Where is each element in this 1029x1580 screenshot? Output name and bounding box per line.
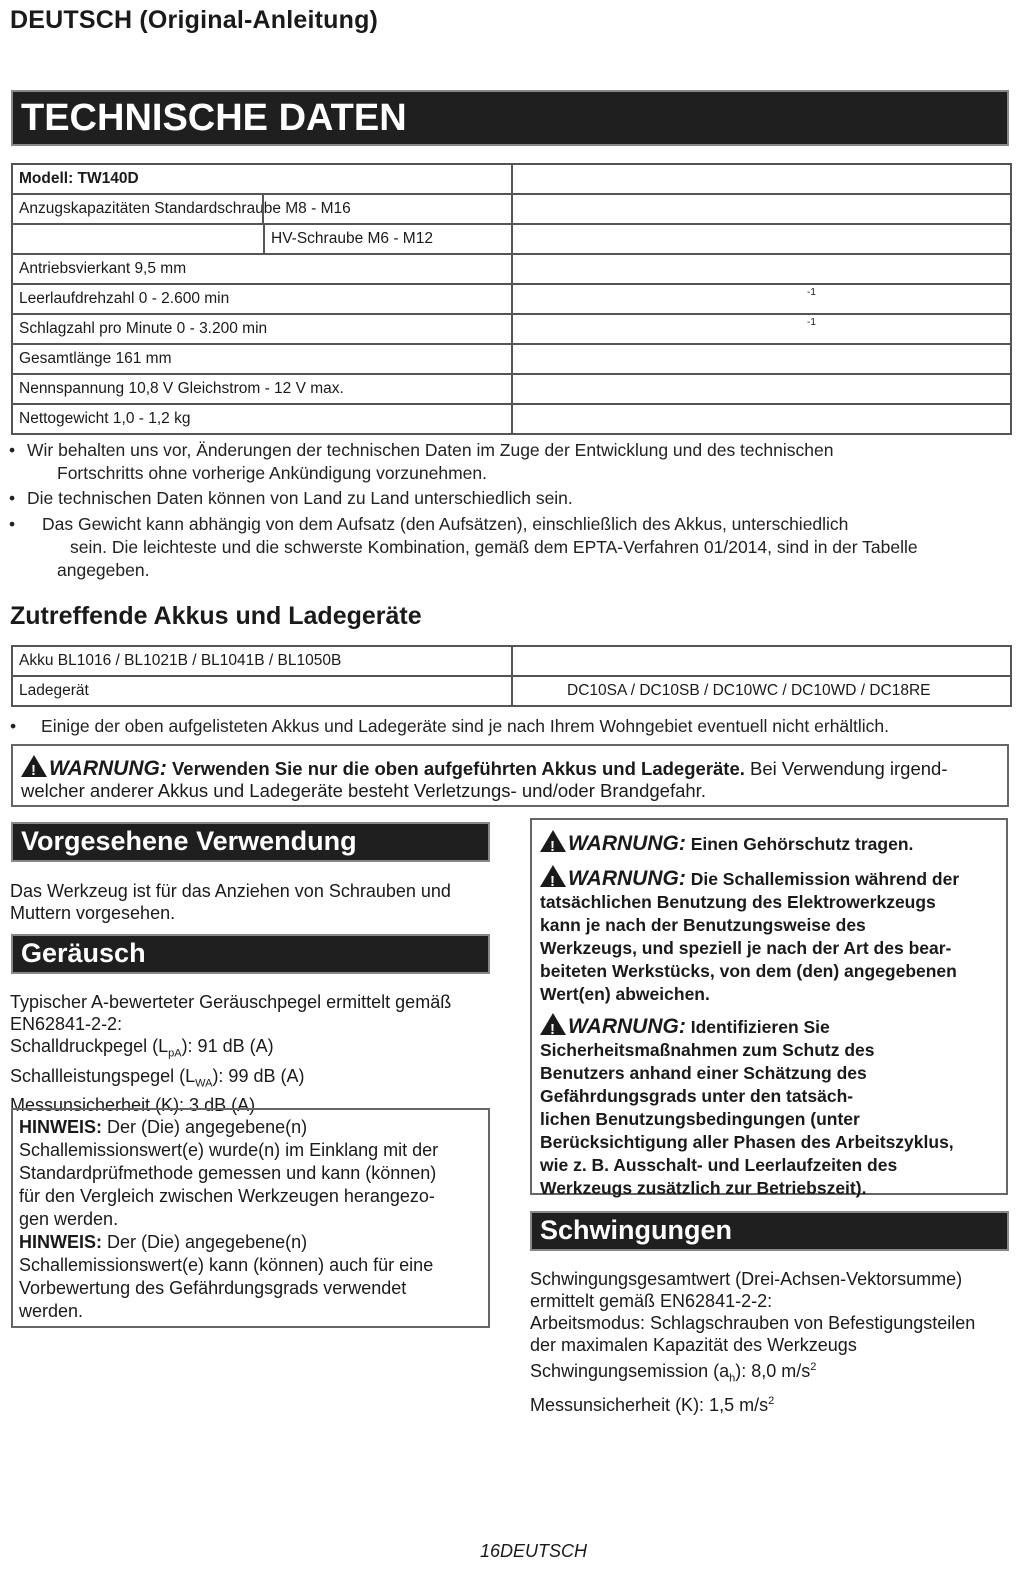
impacts-label: Schlagzahl pro Minute 0 - 3.200 min xyxy=(12,314,512,344)
batteries-note-text: Einige der oben aufgelisteten Akkus und Ladegeräte sind je nach Ihrem Wohngebiet eventuell nicht erhältlich. xyxy=(41,716,890,736)
weight-label: Nettogewicht 1,0 - 1,2 kg xyxy=(12,404,512,434)
warning-3-line-8: Werkzeugs zusätzlich zur Betriebszeit). xyxy=(540,1178,867,1198)
vibration-emission-sup: 2 xyxy=(810,1361,817,1373)
charger-label: Ladegerät xyxy=(12,676,512,706)
batteries-note xyxy=(10,715,1020,738)
charger-value: DC10SA / DC10SB / DC10WC / DC10WD / DC18RE xyxy=(512,676,1011,706)
note-1-line-1: Wir behalten uns vor, Änderungen der technischen Daten im Zuge der Entwicklung und des technischen xyxy=(27,440,834,460)
noise-intro-line-2: EN62841-2-2: xyxy=(10,1014,123,1034)
bullet-glyph: • xyxy=(9,514,16,534)
warning-3-line-2: Sicherheitsmaßnahmen zum Schutz des xyxy=(540,1040,875,1060)
battery-label: Akku BL1016 / BL1021B / BL1041B / BL1050B xyxy=(12,646,512,676)
torque-capacity-cell xyxy=(12,194,512,224)
impacts-exp-cell xyxy=(512,314,1011,344)
table-row xyxy=(12,164,1011,194)
vibration-line-3: Arbeitsmodus: Schlagschrauben von Befestigungsteilen xyxy=(530,1313,976,1333)
hint-2-line-4: werden. xyxy=(19,1301,84,1321)
noise-uncertainty: Messunsicherheit (K): 3 dB (A) xyxy=(10,1095,256,1116)
bullet-glyph: • xyxy=(9,440,16,460)
warning-bold-text: Verwenden Sie nur die oben aufgeführten Akkus und Ladegeräte. xyxy=(171,758,745,779)
table-row xyxy=(12,314,1011,344)
cell-divider xyxy=(262,193,264,225)
hint-label: HINWEIS: xyxy=(19,1117,102,1137)
noise-heading: Geräusch xyxy=(11,934,490,974)
hv-bolt-cell xyxy=(12,224,512,254)
table-row xyxy=(12,404,1011,434)
table-row xyxy=(12,254,1011,284)
tech-data-table xyxy=(11,163,1012,435)
bullet-glyph: • xyxy=(10,716,17,736)
note-3-line-2: sein. Die leichteste und die schwerste Kombination, gemäß dem EPTA-Verfahren 01/2014, sind in der Tabelle xyxy=(70,537,918,557)
hint-2-line-3: Vorbewertung des Gefährdungsgrads verwendet xyxy=(19,1278,407,1298)
table-row xyxy=(12,194,1011,224)
intended-use-line-1: Das Werkzeug ist für das Anziehen von Schrauben und xyxy=(10,881,451,901)
batteries-table xyxy=(11,645,1012,707)
hint-1-line-5: gen werden. xyxy=(19,1209,119,1229)
warning-2-line-3: kann je nach der Benutzungsweise des xyxy=(540,915,866,935)
vibration-emission-b: ): 8,0 m/s xyxy=(735,1361,811,1381)
warning-text-1: Bei Verwendung irgend- xyxy=(750,758,948,779)
no-load-speed-label: Leerlaufdrehzahl 0 - 2.600 min xyxy=(12,284,512,314)
warning-2-line-2: tatsächlichen Benutzung des Elektrowerkzeugs xyxy=(540,892,936,912)
sound-pressure-a: Schalldruckpegel (L xyxy=(10,1036,169,1056)
intended-use-line-2: Muttern vorgesehen. xyxy=(10,903,176,923)
table-cell-empty xyxy=(512,164,1011,194)
vibration-line-2: ermittelt gemäß EN62841-2-2: xyxy=(530,1291,773,1311)
noise-text xyxy=(10,991,505,1116)
voltage-label: Nennspannung 10,8 V Gleichstrom - 12 V max. xyxy=(12,374,512,404)
list-item xyxy=(9,513,1017,582)
warning-3-line-5: lichen Benutzungsbedingungen (unter xyxy=(540,1109,860,1129)
no-load-speed-exponent: -1 xyxy=(807,287,816,298)
battery-warning-box xyxy=(11,744,1009,807)
torque-capacity-label: Anzugskapazitäten Standardschraube M8 - M16 xyxy=(19,200,351,217)
sound-pressure-sub: pA xyxy=(168,1047,182,1060)
table-row xyxy=(12,676,1011,706)
table-row xyxy=(12,284,1011,314)
warning-label: WARNUNG: xyxy=(568,1015,686,1038)
warning-2-line-5: beiteten Werkstücks, von dem (den) angegebenen xyxy=(540,961,957,981)
hint-1-line-2: Schallemissionswert(e) wurde(n) im Einklang mit der xyxy=(19,1140,439,1160)
table-cell-empty xyxy=(512,404,1011,434)
vibration-line-4: der maximalen Kapazität des Werkzeugs xyxy=(530,1335,857,1355)
warning-label: WARNUNG: xyxy=(49,757,167,780)
warning-3-line-6: Berücksichtigung aller Phasen des Arbeitszyklus, xyxy=(540,1132,954,1152)
vibration-heading: Schwingungen xyxy=(530,1211,1009,1251)
warning-triangle-icon xyxy=(540,1013,566,1035)
hint-1-line-4: für den Vergleich zwischen Werkzeugen herangezo- xyxy=(19,1186,435,1206)
vibration-text xyxy=(530,1268,1025,1416)
hv-bolt-label: HV-Schraube M6 - M12 xyxy=(263,225,433,253)
table-cell-empty xyxy=(512,374,1011,404)
warning-triangle-icon xyxy=(540,865,566,887)
note-3-line-3: angegeben. xyxy=(57,560,150,580)
hint-2-line-1: Der (Die) angegebene(n) xyxy=(107,1232,308,1252)
hint-1-line-3: Standardprüfmethode gemessen und kann (können) xyxy=(19,1163,437,1183)
page-footer: 16DEUTSCH xyxy=(480,1541,588,1561)
intended-use-text xyxy=(10,880,500,924)
impacts-exponent: -1 xyxy=(807,317,816,328)
list-item xyxy=(9,487,1017,510)
batteries-heading: Zutreffende Akkus und Ladegeräte xyxy=(10,602,422,630)
sound-power-sub: WA xyxy=(195,1077,213,1090)
hint-label: HINWEIS: xyxy=(19,1232,102,1252)
model-label: Modell: TW140D xyxy=(12,164,512,194)
warning-triangle-icon xyxy=(540,830,566,852)
vibration-uncertainty: Messunsicherheit (K): 1,5 m/s xyxy=(530,1394,769,1415)
page-language-title: DEUTSCH (Original-Anleitung) xyxy=(10,6,379,34)
noise-hint-box xyxy=(11,1108,490,1328)
note-3-line-1: Das Gewicht kann abhängig von dem Aufsatz (den Aufsätzen), einschließlich des Akkus, unterschiedlich xyxy=(42,514,849,534)
vibration-emission-a: Schwingungsemission (a xyxy=(530,1361,730,1381)
vibration-emission-sub: h xyxy=(729,1372,736,1385)
vibration-uncertainty-sup: 2 xyxy=(768,1394,775,1407)
warning-2-line-6: Wert(en) abweichen. xyxy=(540,984,710,1004)
warning-3-line-7: wie z. B. Ausschalt- und Leerlaufzeiten des xyxy=(540,1155,898,1175)
warning-3-line-4: Gefährdungsgrads unter den tatsäch- xyxy=(540,1086,854,1106)
table-cell-empty xyxy=(512,194,1011,224)
warning-1-text: Einen Gehörschutz tragen. xyxy=(690,834,914,854)
square-drive-label: Antriebsvierkant 9,5 mm xyxy=(12,254,512,284)
warning-1 xyxy=(540,830,1006,856)
warning-label: WARNUNG: xyxy=(568,832,686,855)
table-cell-empty xyxy=(512,344,1011,374)
note-2-line-1: Die technischen Daten können von Land zu Land unterschiedlich sein. xyxy=(27,488,573,508)
warning-3-line-3: Benutzers anhand einer Schätzung des xyxy=(540,1063,867,1083)
warning-triangle-icon xyxy=(21,755,47,777)
warning-label: WARNUNG: xyxy=(568,867,686,890)
table-row xyxy=(12,224,1011,254)
no-load-speed-exp-cell xyxy=(512,284,1011,314)
warning-3 xyxy=(540,1013,1006,1200)
warning-text-2: welcher anderer Akkus und Ladegeräte besteht Verletzungs- und/oder Brandgefahr. xyxy=(21,780,706,801)
warning-2 xyxy=(540,865,1006,1006)
table-cell-empty xyxy=(512,254,1011,284)
table-row xyxy=(12,344,1011,374)
sound-power-a: Schallleistungspegel (L xyxy=(10,1065,196,1086)
noise-warnings-box xyxy=(530,818,1008,1198)
tech-data-banner: TECHNISCHE DATEN xyxy=(11,90,1009,146)
sound-pressure-b: ): 91 dB (A) xyxy=(181,1036,274,1056)
list-item xyxy=(9,439,1017,485)
vibration-line-1: Schwingungsgesamtwert (Drei-Achsen-Vektorsumme) xyxy=(530,1269,963,1289)
tech-data-notes xyxy=(9,439,1017,582)
sound-power-b: ): 99 dB (A) xyxy=(212,1065,305,1086)
table-cell-empty xyxy=(512,224,1011,254)
table-row xyxy=(12,374,1011,404)
warning-3-line-1: Identifizieren Sie xyxy=(690,1017,830,1037)
intended-use-heading: Vorgesehene Verwendung xyxy=(11,822,490,862)
noise-intro-line-1: Typischer A-bewerteter Geräuschpegel ermittelt gemäß xyxy=(10,992,452,1012)
table-row xyxy=(12,646,1011,676)
note-1-line-2: Fortschritts ohne vorherige Ankündigung vorzunehmen. xyxy=(57,463,487,483)
warning-2-line-4: Werkzeugs, und speziell je nach der Art des bear- xyxy=(540,938,952,958)
hv-bolt-spacer xyxy=(13,225,263,253)
table-cell-empty xyxy=(512,646,1011,676)
length-label: Gesamtlänge 161 mm xyxy=(12,344,512,374)
warning-2-line-1: Die Schallemission während der xyxy=(690,869,960,889)
hint-2-line-2: Schallemissionswert(e) kann (können) auch für eine xyxy=(19,1255,434,1275)
bullet-glyph: • xyxy=(9,488,16,508)
hint-1-line-1: Der (Die) angegebene(n) xyxy=(107,1117,308,1137)
